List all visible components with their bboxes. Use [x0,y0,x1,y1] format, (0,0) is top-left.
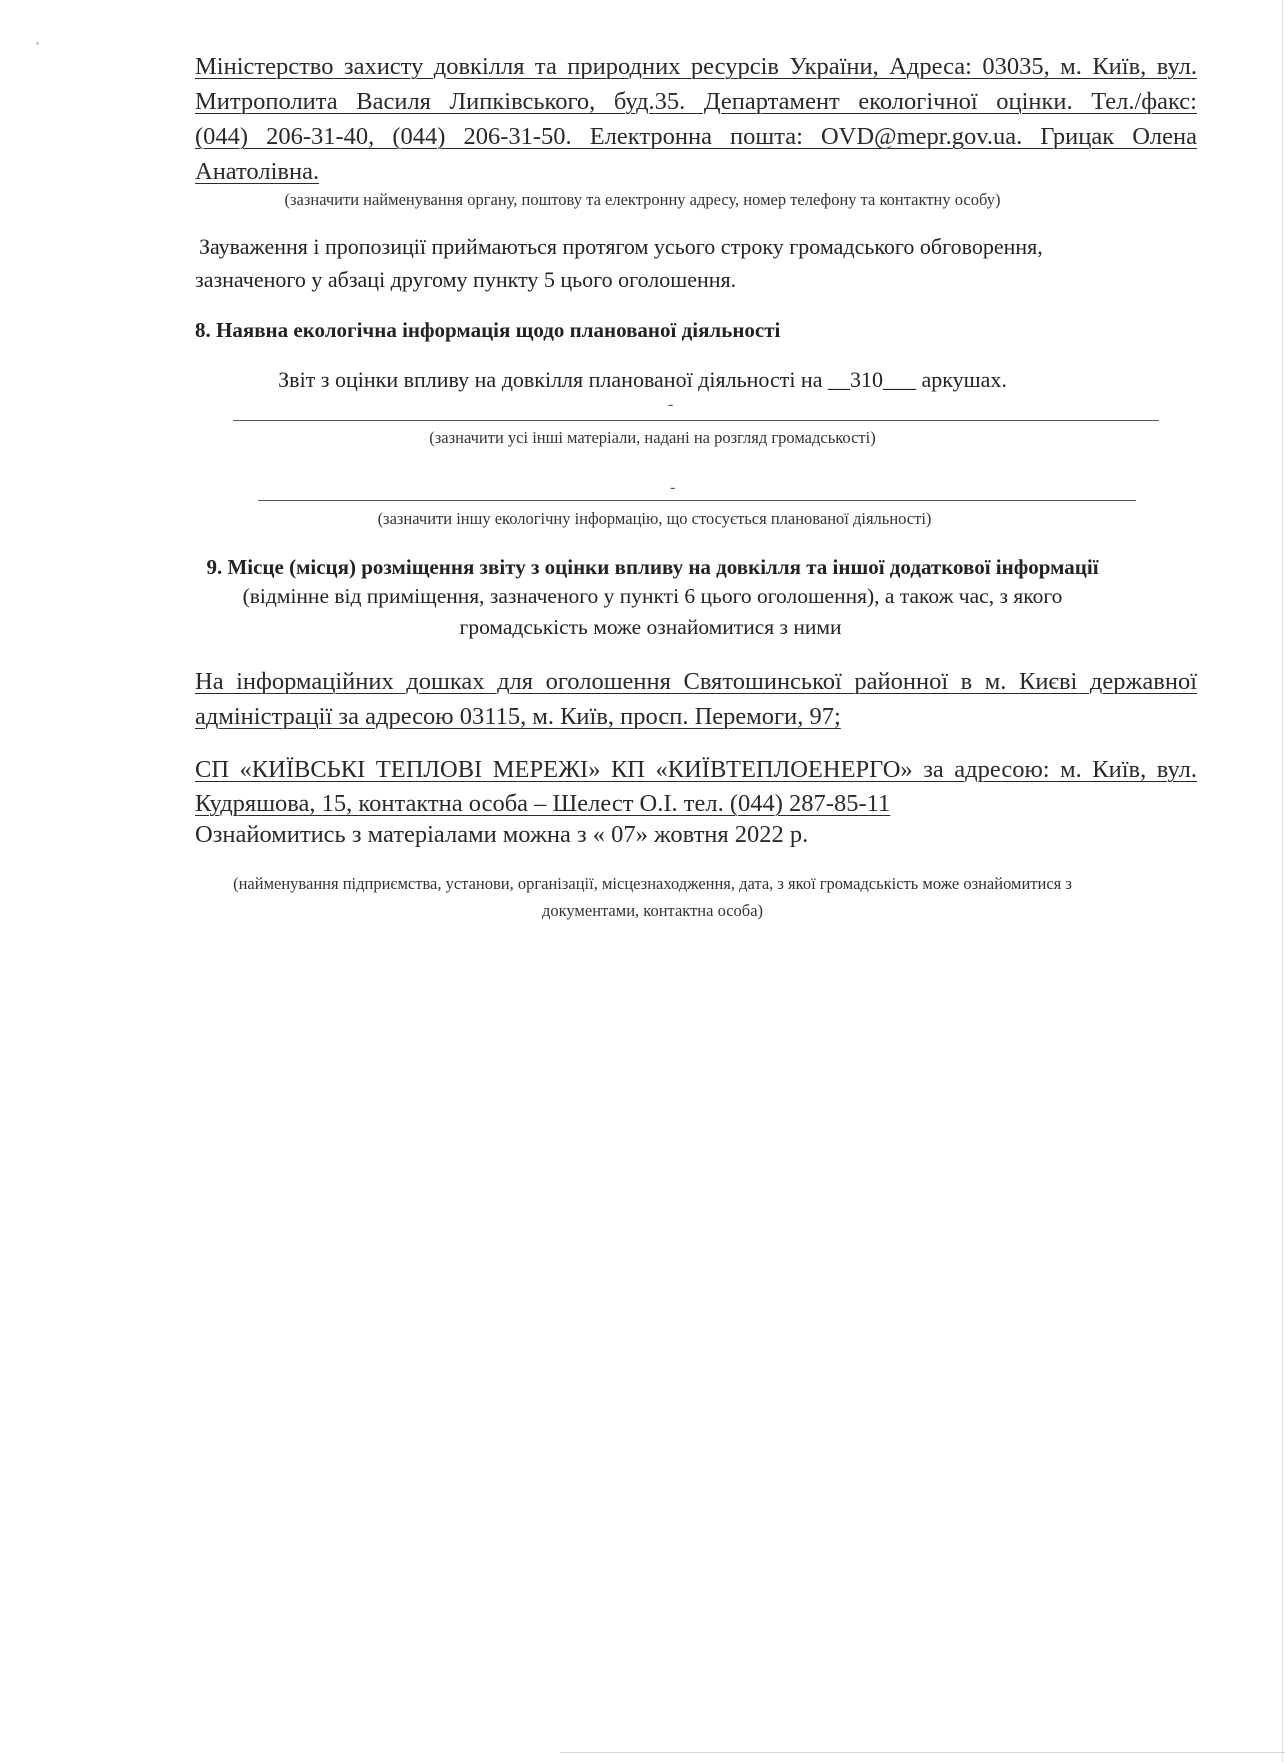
place-1-line-2: адміністрації за адресою 03115, м. Київ, просп. Перемоги, 97; [195,703,841,730]
section-9-subheading-2: громадськість може ознайомитися з ними [459,615,842,639]
materials-rule [233,420,1159,421]
report-pages: __310___ [827,367,916,392]
other-info-hint: (зазначити іншу екологічну інформацію, що стосується планованої діяльності) [377,509,932,528]
contact-hint: (зазначити найменування органу, поштову та електронну адресу, номер телефону та контактну особу) [284,190,1001,209]
scan-edge-bottom [560,1752,1285,1753]
section-9-hint-2: документами, контактна особа) [541,901,764,920]
section-9-heading: 9. Місце (місця) розміщення звіту з оцінки впливу на довкілля та іншої додаткової інформації [206,555,1099,579]
contact-line-3: (044) 206-31-40, (044) 206-31-50. Електронна пошта: OVD@mepr.gov.ua. Грицак Олена [195,123,1197,150]
section-8-heading: 8. Наявна екологічна інформація щодо планованої діяльності [195,318,781,342]
section-9-subheading-1: (відмінне від приміщення, зазначеного у пункті 6 цього оголошення), а також час, з якого [242,584,1063,608]
section-9-hint-1: (найменування підприємства, установи, організації, місцезнаходження, дата, з якої громадськість може ознайомитися з [233,874,1072,893]
remarks-line-1: Зауваження і пропозиції приймаються протягом усього строку громадського обговорення, [199,234,1043,259]
materials-hint: (зазначити усі інші матеріали, надані на розгляд громадськості) [429,428,876,447]
place-2-line-2: Кудряшова, 15, контактна особа – Шелест О.І. тел. (044) 287-85-11 [195,790,891,817]
contact-line-1: Міністерство захисту довкілля та природних ресурсів України, Адреса: 03035, м. Київ, вул. [195,53,1197,80]
other-info-rule [258,500,1136,501]
materials-value: - [668,396,674,413]
place-2-line-1: СП «КИЇВСЬКІ ТЕПЛОВІ МЕРЕЖІ» КП «КИЇВТЕПЛОЕНЕРГО» за адресою: м. Київ, вул. [195,756,1197,783]
report-prefix: Звіт з оцінки впливу на довкілля планованої діяльності на [278,367,823,392]
remarks-line-2: зазначеного у абзаці другому пункту 5 цього оголошення. [195,267,737,292]
contact-line-2: Митрополита Василя Липківського, буд.35. Департамент екологічної оцінки. Тел./факс: [195,88,1197,115]
other-info-value: - [670,479,676,496]
scan-speck [36,42,39,45]
place-1-line-1: На інформаційних дошках для оголошення Святошинської районної в м. Києві державної [195,668,1197,695]
report-line [0,367,1285,393]
contact-line-4: Анатолівна. [195,158,320,185]
review-date-line: Ознайомитись з матеріалами можна з « 07» жовтня 2022 р. [195,821,809,848]
report-suffix: аркушах. [921,367,1007,392]
